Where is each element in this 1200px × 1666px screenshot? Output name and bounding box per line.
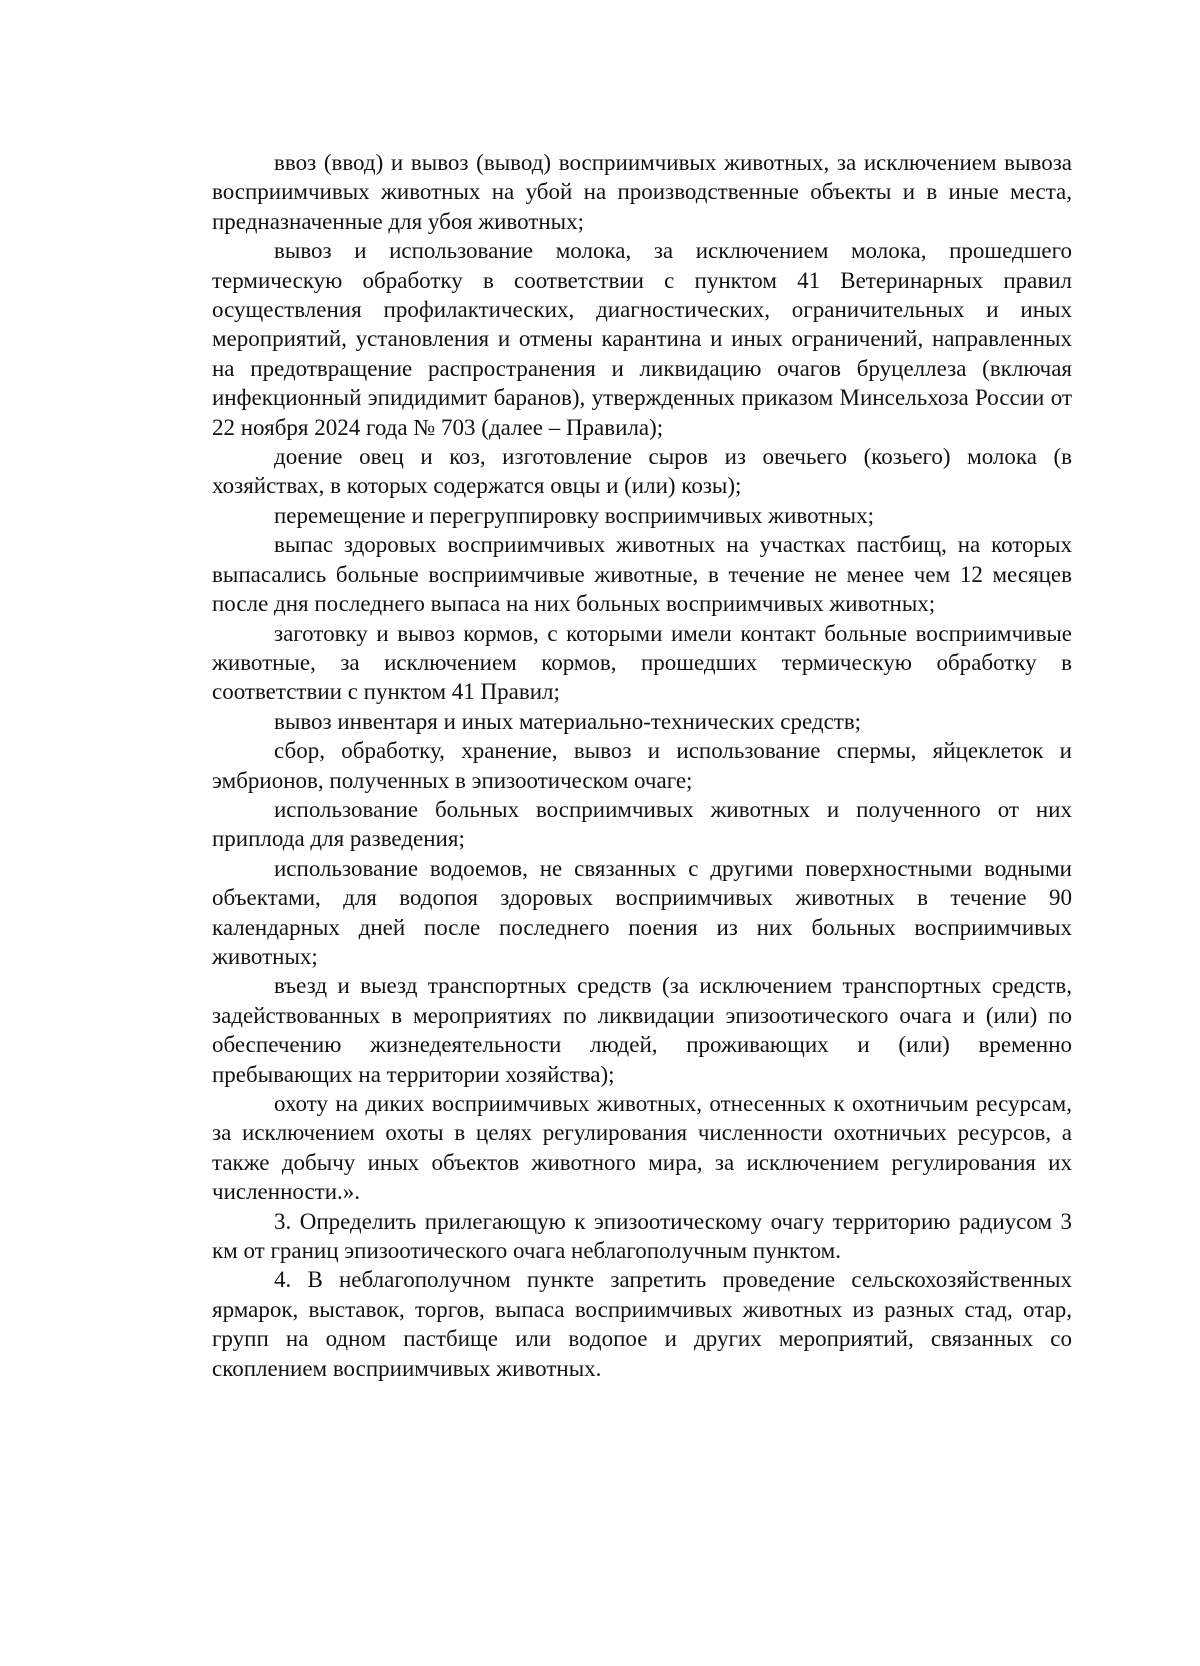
paragraph-grazing: выпас здоровых восприимчивых животных на участках пастбищ, на которых выпасались больные восприимчивые животные, в течение не менее чем 12 месяцев после дня последнего выпаса на них больных восприимчивых животных; <box>212 532 1072 617</box>
paragraph-milk-export: вывоз и использование молока, за исключением молока, прошедшего термическую обработку в соответствии с пунктом 41 Ветеринарных правил осуществления профилактических, диагностических, ограничительных и иных мероприятий, установления и отмены карантина и иных ограничений, направленных на предотвращение распространения и ликвидацию очагов бруцеллеза (включая инфекционный эпидидимит баранов), утвержденных приказом Минсельхоза России от 22 ноября 2024 года № 703 (далее – Правила); <box>212 238 1072 440</box>
paragraph-semen-embryos: сбор, обработку, хранение, вывоз и использование спермы, яйцеклеток и эмбрионов, полученных в эпизоотическом очаге; <box>212 738 1072 793</box>
paragraph-item-3: 3. Определить прилегающую к эпизоотическому очагу территорию радиусом 3 км от границ эпизоотического очага неблагополучным пунктом. <box>212 1208 1072 1264</box>
document-body <box>212 148 1072 1383</box>
paragraph-milking: доение овец и коз, изготовление сыров из овечьего (козьего) молока (в хозяйствах, в которых содержатся овцы и (или) козы); <box>212 444 1072 499</box>
paragraph-vehicles: въезд и выезд транспортных средств (за исключением транспортных средств, задействованных в мероприятиях по ликвидации эпизоотического очага и (или) по обеспечению жизнедеятельности людей, проживающих и (или) временно пребывающих на территории хозяйства); <box>212 973 1072 1087</box>
paragraph-hunting: охоту на диких восприимчивых животных, отнесенных к охотничьим ресурсам, за исключением охоты в целях регулирования численности охотничьих ресурсов, а также добычу иных объектов животного мира, за исключением регулирования их численности.». <box>212 1091 1072 1205</box>
paragraph-regrouping: перемещение и перегруппировку восприимчивых животных; <box>274 502 874 528</box>
paragraph-breeding: использование больных восприимчивых животных и полученного от них приплода для разведения; <box>212 796 1072 852</box>
paragraph-feed: заготовку и вывоз кормов, с которыми имели контакт больные восприимчивые животные, за исключением кормов, прошедших термическую обработку в соответствии с пунктом 41 Правил; <box>212 620 1072 705</box>
paragraph-import-export-animals: ввоз (ввод) и вывоз (вывод) восприимчивых животных, за исключением вывоза восприимчивых животных на убой на производственные объекты и в иные места, предназначенные для убоя животных; <box>212 150 1072 234</box>
paragraph-water-bodies: использование водоемов, не связанных с другими поверхностными водными объектами, для водопоя здоровых восприимчивых животных в течение 90 календарных дней после последнего поения из них больных восприимчивых животных; <box>212 855 1072 969</box>
paragraph-item-4: 4. В неблагополучном пункте запретить проведение сельскохозяйственных ярмарок, выставок, торгов, выпаса восприимчивых животных из разных стад, отар, групп на одном пастбище или водопое и других мероприятий, связанных со скоплением восприимчивых животных. <box>212 1267 1072 1381</box>
paragraph-inventory: вывоз инвентаря и иных материально-технических средств; <box>274 708 862 734</box>
